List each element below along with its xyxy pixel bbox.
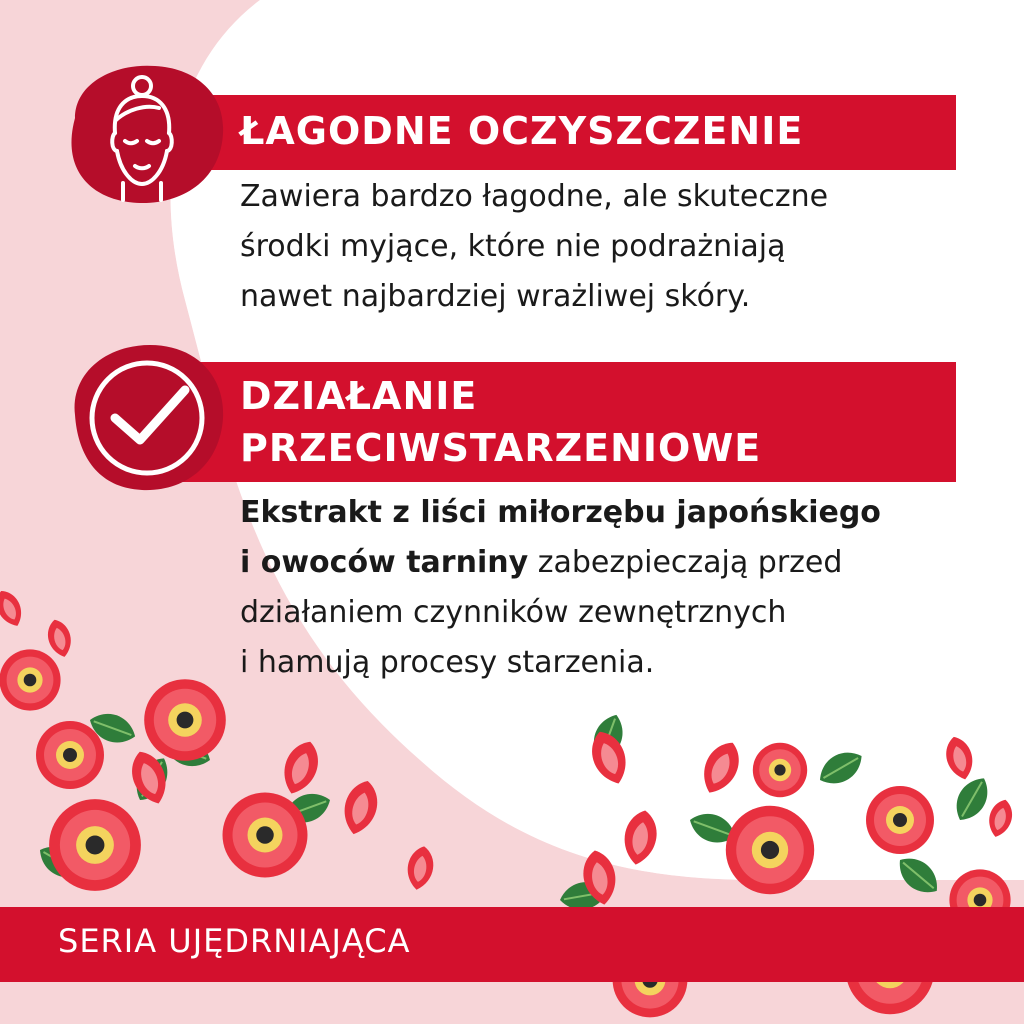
section2-line-rest: zabezpieczają przed <box>528 545 843 580</box>
section2-line: działaniem czynników zewnętrznych <box>240 595 787 630</box>
section1-heading: ŁAGODNE OCZYSZCZENIE <box>240 109 804 153</box>
section2-heading-line: PRZECIWSTARZENIOWE <box>240 426 762 470</box>
section1-line: Zawiera bardzo łagodne, ale skuteczne <box>240 179 829 214</box>
section1-line: nawet najbardziej wrażliwej skóry. <box>240 279 751 314</box>
section2-line-bold: Ekstrakt z liści miłorzębu japońskiego <box>240 495 881 530</box>
footer-label: SERIA UJĘDRNIAJĄCA <box>58 922 411 960</box>
section2-line: i hamują procesy starzenia. <box>240 645 655 680</box>
section2-heading-line: DZIAŁANIE <box>240 374 478 418</box>
section1-line: środki myjące, które nie podrażniają <box>240 229 786 264</box>
section2-line-bold: i owoców tarniny <box>240 545 529 580</box>
